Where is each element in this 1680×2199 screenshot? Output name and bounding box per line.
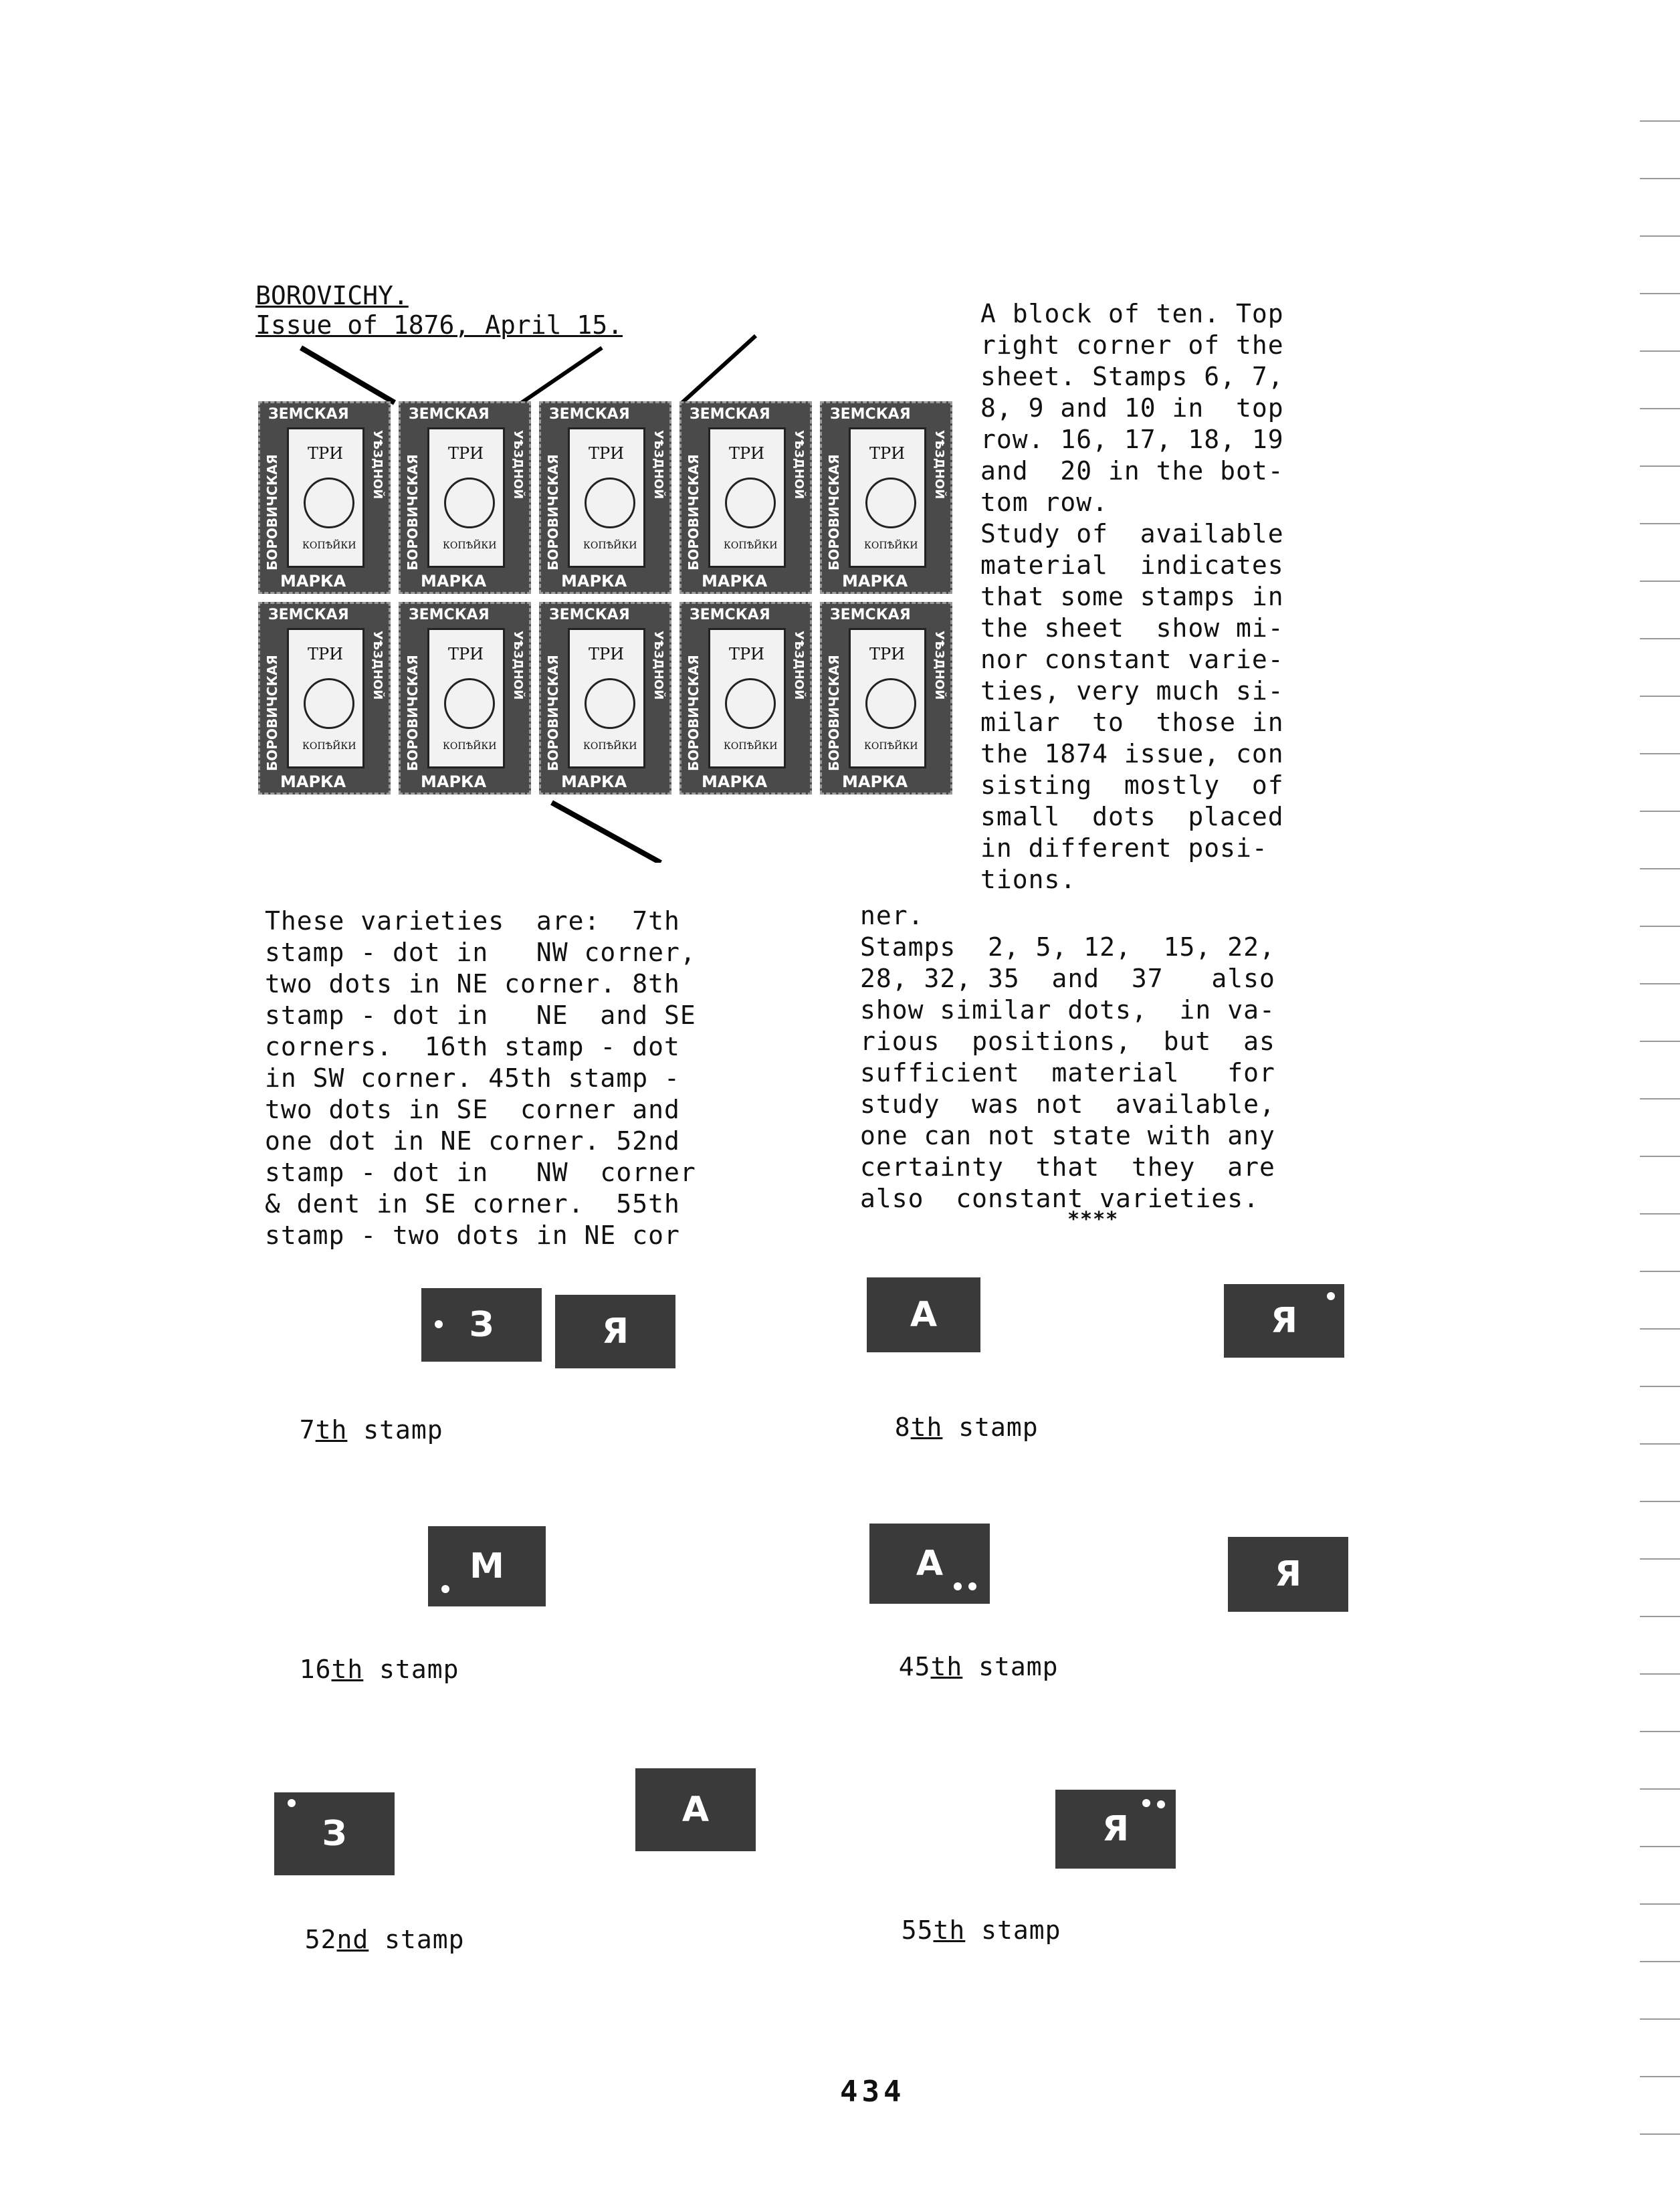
variety-dot xyxy=(1157,1800,1165,1808)
stamp-kopek-label: КОПѢЙКИ xyxy=(864,540,918,551)
page-number: 434 xyxy=(840,2075,906,2109)
stamp xyxy=(399,602,531,795)
stamp-top-label: ЗЕМСКАЯ xyxy=(690,607,770,623)
stamp-side-label: БОРОВИЧСКАЯ xyxy=(686,454,702,570)
text-line: sisting mostly of xyxy=(980,770,1284,800)
stamp-side-label: БОРОВИЧСКАЯ xyxy=(405,454,421,570)
edge-mark xyxy=(1640,465,1680,467)
edge-mark xyxy=(1640,926,1680,927)
edge-mark xyxy=(1640,753,1680,754)
edge-mark xyxy=(1640,1961,1680,1962)
stamp-center xyxy=(708,628,786,768)
stamp-emblem xyxy=(585,678,635,729)
separator-stars: **** xyxy=(1067,1208,1119,1231)
text-line: stamp - dot in NW corner xyxy=(265,1158,696,1187)
text-line: one can not state with any xyxy=(860,1121,1275,1150)
arrow-line xyxy=(682,336,756,403)
stamp xyxy=(679,401,812,594)
text-line: one dot in NE corner. 52nd xyxy=(265,1126,680,1156)
stamp-value-label: ТРИ xyxy=(448,444,484,463)
stamp-side-label: БОРОВИЧСКАЯ xyxy=(545,454,561,570)
stamp xyxy=(258,602,391,795)
stamp-side-label-right: УѢЗДНОЙ xyxy=(932,430,946,500)
edge-mark xyxy=(1640,1558,1680,1560)
variety-dot xyxy=(435,1320,443,1328)
fragment-letter: М xyxy=(469,1546,504,1586)
stamp-value-label: ТРИ xyxy=(308,645,344,663)
stamp-bottom-label: МАРКА xyxy=(561,572,627,591)
stamp-emblem xyxy=(865,678,916,729)
caption-52nd: 52nd stamp xyxy=(304,1925,465,1954)
text-line: stamp - dot in NW corner, xyxy=(265,938,696,967)
stamp-bottom-label: МАРКА xyxy=(280,572,346,591)
edge-mark xyxy=(1640,1386,1680,1387)
stamp-top-label: ЗЕМСКАЯ xyxy=(690,406,770,423)
edge-mark xyxy=(1640,1156,1680,1157)
stamp-side-label: БОРОВИЧСКАЯ xyxy=(826,655,842,771)
stamp-side-label-right: УѢЗДНОЙ xyxy=(511,631,525,700)
stamp xyxy=(258,401,391,594)
stamp-bottom-label: МАРКА xyxy=(702,772,768,791)
edge-mark xyxy=(1640,1443,1680,1445)
edge-mark xyxy=(1640,1271,1680,1272)
text-line: and 20 in the bot- xyxy=(980,456,1284,486)
stamp-side-label-right: УѢЗДНОЙ xyxy=(511,430,525,500)
text-line: study was not available, xyxy=(860,1089,1275,1119)
text-line: in SW corner. 45th stamp - xyxy=(265,1063,680,1093)
variety-dot xyxy=(968,1582,976,1590)
stamp xyxy=(399,401,531,594)
fragment-letter: Я xyxy=(1274,1554,1302,1594)
text-line: tions. xyxy=(980,865,1077,894)
text-line: tom row. xyxy=(980,488,1109,517)
edge-mark xyxy=(1640,983,1680,984)
edge-mark xyxy=(1640,638,1680,639)
edge-mark xyxy=(1640,2018,1680,2020)
stamp-side-label: БОРОВИЧСКАЯ xyxy=(826,454,842,570)
stamp-side-label-right: УѢЗДНОЙ xyxy=(651,430,665,500)
text-line: small dots placed xyxy=(980,802,1284,831)
stamp-top-label: ЗЕМСКАЯ xyxy=(830,607,911,623)
stamp-center xyxy=(708,427,786,568)
edge-mark xyxy=(1640,1846,1680,1847)
text-line: that some stamps in xyxy=(980,582,1284,611)
edge-mark xyxy=(1640,696,1680,697)
edge-mark xyxy=(1640,523,1680,524)
text-line: Stamps 2, 5, 12, 15, 22, xyxy=(860,932,1275,962)
caption-45th: 45th stamp xyxy=(898,1652,1059,1681)
text-line: the sheet show mi- xyxy=(980,613,1284,643)
stamp-kopek-label: КОПѢЙКИ xyxy=(724,540,778,551)
place-heading: BOROVICHY. xyxy=(255,281,409,310)
stamp-side-label: БОРОВИЧСКАЯ xyxy=(545,655,561,771)
stamp-bottom-label: МАРКА xyxy=(842,772,908,791)
stamp-emblem xyxy=(725,678,776,729)
stamp-emblem xyxy=(725,478,776,528)
edge-mark xyxy=(1640,1616,1680,1617)
caption-55th: 55th stamp xyxy=(901,1915,1061,1945)
stamp-kopek-label: КОПѢЙКИ xyxy=(302,540,356,551)
stamp-side-label-right: УѢЗДНОЙ xyxy=(651,631,665,700)
stamp-top-label: ЗЕМСКАЯ xyxy=(409,607,490,623)
text-line: 8, 9 and 10 in top xyxy=(980,393,1284,423)
edge-mark xyxy=(1640,581,1680,582)
stamp-value-label: ТРИ xyxy=(729,444,765,463)
variety-fragment-52-left xyxy=(274,1792,395,1875)
text-line: nor constant varie- xyxy=(980,645,1284,674)
stamp-center xyxy=(287,628,364,768)
variety-dot xyxy=(954,1582,962,1590)
stamp-side-label: БОРОВИЧСКАЯ xyxy=(405,655,421,771)
stamp-block-image xyxy=(258,401,959,803)
stamp-side-label-right: УѢЗДНОЙ xyxy=(371,631,385,700)
text-line: A block of ten. Top xyxy=(980,299,1284,328)
edge-mark xyxy=(1640,811,1680,812)
other-stamps-text xyxy=(860,900,1275,1215)
stamp-center xyxy=(849,427,926,568)
text-line: in different posi- xyxy=(980,833,1268,863)
stamp-bottom-label: МАРКА xyxy=(842,572,908,591)
fragment-letter: З xyxy=(469,1305,494,1345)
stamp-center xyxy=(427,628,505,768)
stamp-emblem xyxy=(304,478,354,528)
text-line: show similar dots, in va- xyxy=(860,995,1275,1025)
variety-dot xyxy=(441,1585,449,1593)
fragment-letter: Я xyxy=(1101,1809,1130,1849)
stamp-kopek-label: КОПѢЙКИ xyxy=(864,741,918,752)
edge-mark xyxy=(1640,1673,1680,1675)
stamp-center xyxy=(849,628,926,768)
edge-mark xyxy=(1640,1903,1680,1905)
text-line: sufficient material for xyxy=(860,1058,1275,1087)
stamp-top-label: ЗЕМСКАЯ xyxy=(549,607,630,623)
edge-mark xyxy=(1640,235,1680,237)
text-line: two dots in SE corner and xyxy=(265,1095,680,1124)
edge-mark xyxy=(1640,2133,1680,2135)
varieties-text xyxy=(265,906,696,1251)
stamp-bottom-label: МАРКА xyxy=(421,572,487,591)
fragment-letter: З xyxy=(322,1814,347,1854)
text-line: row. 16, 17, 18, 19 xyxy=(980,425,1284,454)
edge-mark xyxy=(1640,293,1680,294)
variety-fragment-45-left xyxy=(869,1524,990,1604)
stamp-kopek-label: КОПѢЙКИ xyxy=(583,741,637,752)
variety-fragment-16 xyxy=(428,1526,546,1606)
stamp-emblem xyxy=(304,678,354,729)
stamp-emblem xyxy=(444,678,495,729)
arrow-line xyxy=(301,348,395,403)
stamp-center xyxy=(568,427,645,568)
text-line: two dots in NE corner. 8th xyxy=(265,969,680,999)
variety-fragment-8-left xyxy=(867,1277,980,1352)
text-line: corners. 16th stamp - dot xyxy=(265,1032,680,1061)
stamp-side-label-right: УѢЗДНОЙ xyxy=(371,430,385,500)
arrow-line xyxy=(552,803,661,863)
issue-heading: Issue of 1876, April 15. xyxy=(255,310,623,340)
edge-mark xyxy=(1640,2076,1680,2077)
text-line: ties, very much si- xyxy=(980,676,1284,706)
stamp-kopek-label: КОПѢЙКИ xyxy=(724,741,778,752)
edge-mark xyxy=(1640,350,1680,352)
text-line: sheet. Stamps 6, 7, xyxy=(980,362,1284,391)
edge-mark xyxy=(1640,1213,1680,1215)
stamp-kopek-label: КОПѢЙКИ xyxy=(443,741,497,752)
edge-mark xyxy=(1640,1788,1680,1790)
edge-mark xyxy=(1640,868,1680,869)
stamp-top-label: ЗЕМСКАЯ xyxy=(268,406,349,423)
caption-7th: 7th stamp xyxy=(299,1415,443,1445)
text-line: milar to those in xyxy=(980,708,1284,737)
stamp xyxy=(820,602,952,795)
variety-fragment-7-left xyxy=(421,1288,542,1362)
edge-mark xyxy=(1640,1098,1680,1100)
stamp-bottom-label: МАРКА xyxy=(561,772,627,791)
stamp-value-label: ТРИ xyxy=(589,645,625,663)
caption-16th: 16th stamp xyxy=(299,1655,459,1684)
stamp-top-label: ЗЕМСКАЯ xyxy=(268,607,349,623)
arrow-line xyxy=(522,348,602,403)
stamp-bottom-label: МАРКА xyxy=(702,572,768,591)
caption-8th: 8th stamp xyxy=(894,1412,1039,1442)
variety-dot xyxy=(1142,1799,1150,1807)
edge-mark xyxy=(1640,120,1680,122)
text-line: stamp - dot in NE and SE xyxy=(265,1001,696,1030)
variety-fragment-45-right xyxy=(1228,1537,1348,1612)
stamp-emblem xyxy=(865,478,916,528)
stamp-side-label: БОРОВИЧСКАЯ xyxy=(686,655,702,771)
edge-mark xyxy=(1640,1041,1680,1042)
text-line: right corner of the xyxy=(980,330,1284,360)
stamp-emblem xyxy=(585,478,635,528)
variety-dot xyxy=(1327,1292,1335,1300)
stamp xyxy=(539,401,671,594)
stamp-top-label: ЗЕМСКАЯ xyxy=(409,406,490,423)
fragment-letter: А xyxy=(910,1295,938,1335)
variety-fragment-8-right xyxy=(1224,1284,1344,1358)
text-line: Study of available xyxy=(980,519,1284,548)
text-line: rious positions, but as xyxy=(860,1027,1275,1056)
edge-mark xyxy=(1640,1501,1680,1502)
stamp-value-label: ТРИ xyxy=(869,444,906,463)
stamp xyxy=(820,401,952,594)
fragment-letter: А xyxy=(916,1544,944,1584)
stamp-emblem xyxy=(444,478,495,528)
stamp-kopek-label: КОПѢЙКИ xyxy=(443,540,497,551)
stamp-kopek-label: КОПѢЙКИ xyxy=(302,741,356,752)
stamp-value-label: ТРИ xyxy=(869,645,906,663)
stamp-top-label: ЗЕМСКАЯ xyxy=(549,406,630,423)
text-line: 28, 32, 35 and 37 also xyxy=(860,964,1275,993)
stamp-value-label: ТРИ xyxy=(448,645,484,663)
variety-fragment-52-right xyxy=(635,1768,756,1851)
fragment-letter: Я xyxy=(1270,1301,1298,1341)
fragment-letter: Я xyxy=(601,1312,629,1352)
stamp-center xyxy=(287,427,364,568)
stamp-side-label: БОРОВИЧСКАЯ xyxy=(264,655,280,771)
variety-fragment-55 xyxy=(1055,1790,1176,1869)
edge-mark xyxy=(1640,1731,1680,1732)
right-description xyxy=(980,298,1284,896)
stamp-top-label: ЗЕМСКАЯ xyxy=(830,406,911,423)
stamp-value-label: ТРИ xyxy=(729,645,765,663)
stamp-center xyxy=(427,427,505,568)
text-line: material indicates xyxy=(980,550,1284,580)
stamp-side-label-right: УѢЗДНОЙ xyxy=(932,631,946,700)
text-line: These varieties are: 7th xyxy=(265,906,680,936)
text-line: stamp - two dots in NE cor xyxy=(265,1221,680,1250)
stamp-side-label-right: УѢЗДНОЙ xyxy=(792,430,806,500)
text-line: also constant varieties. xyxy=(860,1184,1259,1213)
stamp-bottom-label: МАРКА xyxy=(280,772,346,791)
edge-mark xyxy=(1640,178,1680,179)
stamp-bottom-label: МАРКА xyxy=(421,772,487,791)
stamp-side-label-right: УѢЗДНОЙ xyxy=(792,631,806,700)
fragment-letter: А xyxy=(681,1790,710,1830)
stamp-side-label: БОРОВИЧСКАЯ xyxy=(264,454,280,570)
stamp-value-label: ТРИ xyxy=(308,444,344,463)
edge-mark xyxy=(1640,408,1680,409)
stamp-center xyxy=(568,628,645,768)
text-line: ner. xyxy=(860,901,924,930)
stamp-value-label: ТРИ xyxy=(589,444,625,463)
stamp-kopek-label: КОПѢЙКИ xyxy=(583,540,637,551)
text-line: & dent in SE corner. 55th xyxy=(265,1189,680,1219)
stamp xyxy=(679,602,812,795)
text-line: the 1874 issue, con xyxy=(980,739,1284,768)
variety-fragment-7-right xyxy=(555,1295,675,1368)
text-line: certainty that they are xyxy=(860,1152,1275,1182)
variety-dot xyxy=(288,1799,296,1807)
edge-mark xyxy=(1640,1328,1680,1330)
stamp xyxy=(539,602,671,795)
